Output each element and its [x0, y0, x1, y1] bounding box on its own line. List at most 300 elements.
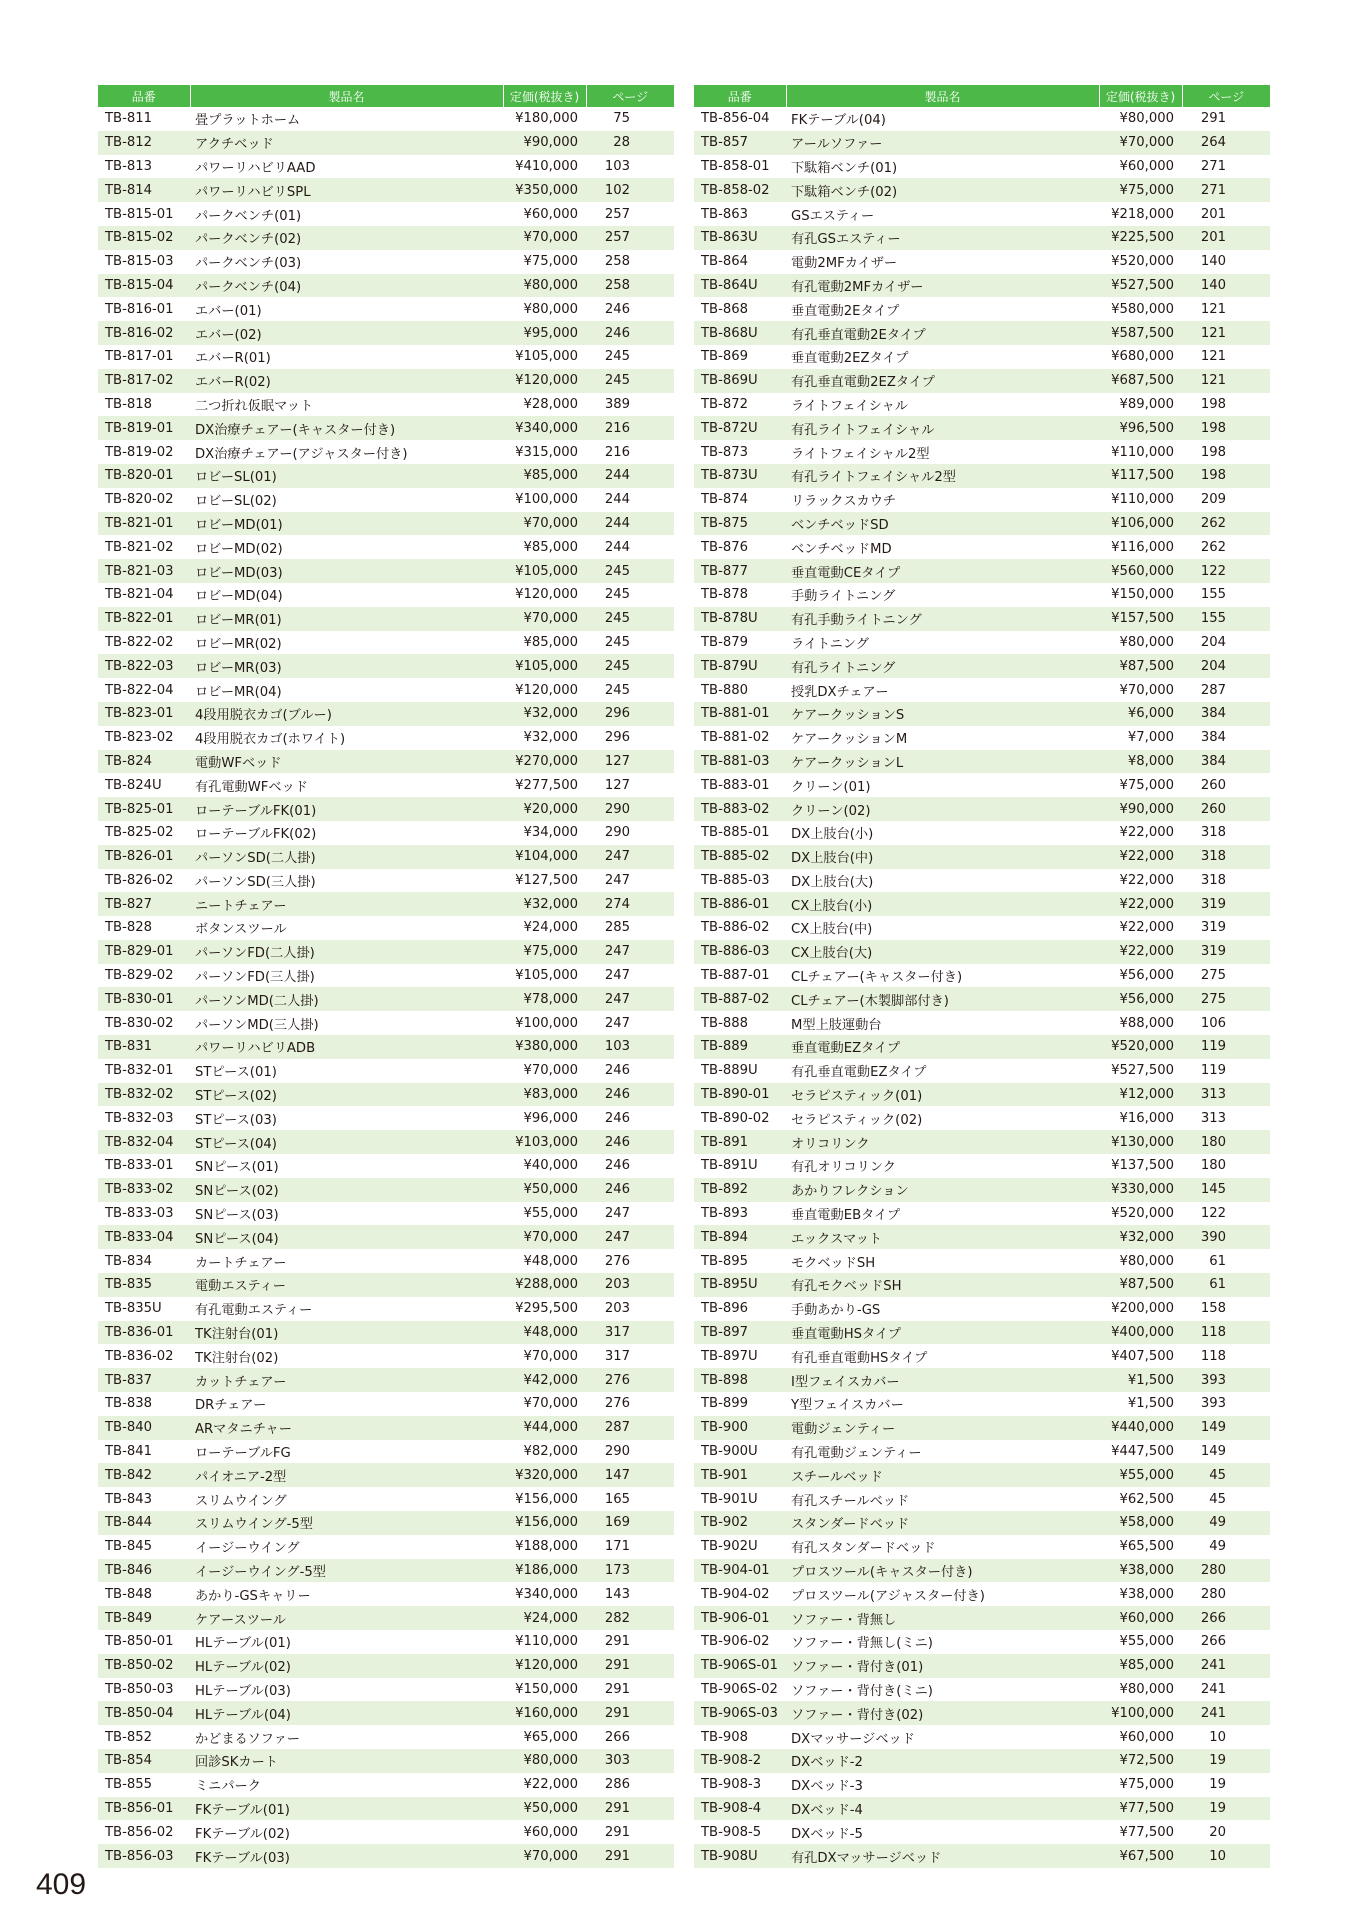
product-code: TB-852	[105, 1729, 153, 1745]
table-row	[694, 274, 1270, 298]
product-price: ¥24,000	[523, 920, 578, 936]
product-name: 有孔垂直電動HSタイプ	[791, 1350, 928, 1366]
product-name: パークベンチ(01)	[195, 208, 302, 224]
catalog-page: 28	[586, 131, 674, 155]
table-row	[98, 607, 674, 631]
product-price: ¥75,000	[1119, 777, 1174, 793]
product-price: ¥56,000	[1099, 987, 1182, 1011]
table-row	[694, 1344, 1270, 1368]
catalog-page: 291	[604, 1681, 630, 1697]
product-code: TB-815-03	[105, 254, 174, 270]
product-code: TB-901	[694, 1463, 786, 1487]
product-price: ¥527,500	[1111, 1063, 1174, 1079]
product-price: ¥106,000	[1099, 512, 1182, 536]
catalog-page: 180	[1182, 1130, 1270, 1154]
product-price: ¥130,000	[1099, 1130, 1182, 1154]
table-row	[98, 464, 674, 488]
product-name: スリムウイング	[195, 1493, 287, 1509]
product-code: TB-868	[701, 301, 749, 317]
table-row	[98, 1273, 674, 1297]
product-price: ¥295,500	[515, 1301, 578, 1317]
catalog-page: 118	[1182, 1321, 1270, 1345]
product-name: アールソファー	[786, 131, 1099, 155]
product-price: ¥22,000	[523, 1777, 578, 1793]
catalog-page: 143	[604, 1586, 630, 1602]
product-price: ¥89,000	[1119, 396, 1174, 412]
product-price: ¥80,000	[1119, 1253, 1174, 1269]
table-row	[694, 1154, 1270, 1178]
product-price: ¥180,000	[515, 111, 578, 127]
product-name: HLテーブル(01)	[195, 1636, 291, 1652]
product-code: TB-817-01	[105, 349, 174, 365]
product-price: ¥200,000	[1111, 1301, 1174, 1317]
product-price: ¥40,000	[523, 1158, 578, 1174]
product-code: TB-858-02	[694, 178, 786, 202]
table-row	[98, 202, 674, 226]
table-row	[694, 916, 1270, 940]
table-row	[694, 1059, 1270, 1083]
product-name: 有孔ライトニング	[786, 654, 1099, 678]
table-row	[98, 250, 674, 274]
product-code: TB-832-01	[105, 1063, 174, 1079]
product-name: ボタンスツール	[195, 922, 287, 938]
product-price: ¥96,000	[523, 1110, 578, 1126]
product-name: CX上肢台(中)	[791, 922, 873, 938]
catalog-page: 245	[604, 349, 630, 365]
table-row	[694, 631, 1270, 655]
product-name: ローテーブルFK(02)	[195, 827, 317, 843]
table-row	[98, 274, 674, 298]
product-price: ¥70,000	[503, 607, 586, 631]
table-row	[98, 1106, 674, 1130]
product-price: ¥103,000	[503, 1130, 586, 1154]
product-name: 電動2MFカイザー	[791, 256, 898, 272]
table-row	[694, 107, 1270, 131]
table-row	[98, 297, 674, 321]
product-code: TB-896	[701, 1301, 749, 1317]
product-name: ケアースツール	[190, 1606, 503, 1630]
product-code: TB-822-02	[105, 634, 174, 650]
product-name: M型上肢運動台	[791, 1017, 882, 1033]
product-price: ¥80,000	[503, 274, 586, 298]
product-name: DXベッド-4	[786, 1797, 1099, 1821]
catalog-page: 318	[1200, 825, 1226, 841]
product-code: TB-898	[694, 1368, 786, 1392]
product-name: STピース(04)	[190, 1130, 503, 1154]
table-row	[694, 1463, 1270, 1487]
table-row	[694, 821, 1270, 845]
catalog-page: 291	[586, 1701, 674, 1725]
price-table-right	[694, 85, 1270, 1868]
product-name: ベンチベッドMD	[791, 541, 892, 557]
catalog-page: 127	[604, 777, 630, 793]
product-price: ¥60,000	[1099, 1606, 1182, 1630]
product-price: ¥90,000	[1099, 797, 1182, 821]
product-code: TB-876	[701, 539, 749, 555]
table-row	[694, 416, 1270, 440]
product-name: カットチェアー	[190, 1368, 503, 1392]
product-price: ¥80,000	[523, 301, 578, 317]
table-row	[98, 1225, 674, 1249]
product-code: TB-843	[105, 1491, 153, 1507]
product-price: ¥22,000	[1119, 872, 1174, 888]
product-code: TB-887-01	[701, 968, 770, 984]
product-name: 垂直電動2Eタイプ	[791, 303, 900, 319]
table-row	[98, 1463, 674, 1487]
catalog-page: 290	[586, 797, 674, 821]
table-row	[694, 797, 1270, 821]
product-name: 手動ライトニング	[791, 589, 896, 605]
product-price: ¥160,000	[503, 1701, 586, 1725]
table-row	[98, 1344, 674, 1368]
product-name: プロスツール(アジャスター付き)	[791, 1588, 985, 1604]
product-code: TB-906S-01	[694, 1654, 786, 1678]
table-row	[694, 131, 1270, 155]
product-name: パイオニア-2型	[190, 1463, 503, 1487]
catalog-page: 260	[1182, 797, 1270, 821]
product-code: TB-849	[98, 1606, 190, 1630]
catalog-page: 296	[586, 702, 674, 726]
product-code: TB-890-02	[701, 1110, 770, 1126]
catalog-page: 198	[1200, 444, 1226, 460]
table-row	[98, 1178, 674, 1202]
product-name: リラックスカウチ	[791, 494, 897, 510]
product-name: SNピース(01)	[195, 1160, 279, 1176]
product-name: パーソンFD(二人掛)	[190, 940, 503, 964]
catalog-page: 266	[1182, 1606, 1270, 1630]
catalog-page: 121	[1200, 301, 1226, 317]
table-row	[694, 702, 1270, 726]
product-code: TB-850-01	[105, 1634, 174, 1650]
product-name: カートチェアー	[195, 1255, 287, 1271]
product-price: ¥80,000	[1119, 1681, 1174, 1697]
table-row	[694, 297, 1270, 321]
table-row	[98, 155, 674, 179]
product-price: ¥65,500	[1119, 1539, 1174, 1555]
catalog-page: 246	[604, 1063, 630, 1079]
product-code: TB-906-02	[701, 1634, 770, 1650]
product-price: ¥105,000	[515, 968, 578, 984]
table-row	[98, 1202, 674, 1226]
catalog-page: 127	[586, 750, 674, 774]
table-row	[694, 1582, 1270, 1606]
product-price: ¥78,000	[503, 987, 586, 1011]
catalog-page: 149	[1182, 1416, 1270, 1440]
product-code: TB-825-02	[105, 825, 174, 841]
product-price: ¥70,000	[503, 1844, 586, 1868]
product-price: ¥58,000	[1099, 1511, 1182, 1535]
table-row	[694, 226, 1270, 250]
table-row	[694, 1106, 1270, 1130]
product-code: TB-848	[105, 1586, 153, 1602]
catalog-page: 19	[1182, 1797, 1270, 1821]
product-name: I型フェイスカバー	[786, 1368, 1099, 1392]
catalog-page: 10	[1182, 1844, 1270, 1868]
product-price: ¥60,000	[1119, 1729, 1174, 1745]
catalog-page: 291	[1200, 111, 1226, 127]
product-name: あかり-GSキャリー	[195, 1588, 311, 1604]
product-code: TB-816-01	[105, 301, 174, 317]
product-price: ¥270,000	[503, 750, 586, 774]
table-row	[98, 226, 674, 250]
product-name: ケアークッションM	[791, 732, 908, 748]
table-row	[694, 250, 1270, 274]
product-name: ローテーブルFK(01)	[190, 797, 503, 821]
product-name: 垂直電動EBタイプ	[791, 1208, 901, 1224]
product-name: Y型フェイスカバー	[791, 1398, 904, 1414]
catalog-page: 140	[1182, 274, 1270, 298]
table-row	[694, 1083, 1270, 1107]
product-price: ¥120,000	[515, 682, 578, 698]
product-code: TB-841	[105, 1444, 153, 1460]
product-price: ¥156,000	[503, 1511, 586, 1535]
catalog-page: 102	[586, 178, 674, 202]
catalog-page: 19	[1182, 1749, 1270, 1773]
catalog-page: 275	[1200, 968, 1226, 984]
product-code: TB-906S-02	[701, 1681, 778, 1697]
product-price: ¥70,000	[523, 1348, 578, 1364]
catalog-page: 241	[1182, 1701, 1270, 1725]
product-price: ¥157,500	[1099, 607, 1182, 631]
table-row	[98, 1820, 674, 1844]
product-code: TB-836-02	[105, 1348, 174, 1364]
product-code: TB-832-03	[105, 1110, 174, 1126]
product-price: ¥70,000	[503, 226, 586, 250]
product-code: TB-831	[98, 1035, 190, 1059]
table-row	[694, 155, 1270, 179]
product-name: DX治療チェアー(アジャスター付き)	[195, 446, 408, 462]
table-row	[694, 940, 1270, 964]
product-code: TB-821-03	[98, 559, 190, 583]
table-row	[694, 1678, 1270, 1702]
product-price: ¥520,000	[1099, 1035, 1182, 1059]
catalog-page: 198	[1182, 416, 1270, 440]
catalog-page: 198	[1200, 396, 1226, 412]
catalog-page: 245	[586, 559, 674, 583]
product-code: TB-908-5	[701, 1824, 762, 1840]
table-row	[694, 1202, 1270, 1226]
catalog-page: 247	[586, 940, 674, 964]
product-price: ¥70,000	[503, 1225, 586, 1249]
product-price: ¥680,000	[1111, 349, 1174, 365]
catalog-page: 318	[1200, 872, 1226, 888]
product-price: ¥70,000	[1119, 682, 1174, 698]
product-name: STピース(03)	[195, 1112, 277, 1128]
product-price: ¥87,500	[1099, 654, 1182, 678]
product-code: TB-906S-03	[694, 1701, 786, 1725]
product-name: 有孔GSエスティー	[786, 226, 1099, 250]
product-price: ¥110,000	[515, 1634, 578, 1650]
product-code: TB-838	[105, 1396, 153, 1412]
table-row	[98, 1297, 674, 1321]
header-name: 製品名	[190, 85, 503, 107]
table-row	[98, 631, 674, 655]
catalog-page: 165	[604, 1491, 630, 1507]
product-price: ¥520,000	[1111, 254, 1174, 270]
catalog-page: 204	[1182, 654, 1270, 678]
table-row	[694, 1440, 1270, 1464]
catalog-page: 247	[604, 1015, 630, 1031]
catalog-page: 204	[1200, 634, 1226, 650]
product-code: TB-891U	[701, 1158, 758, 1174]
catalog-page: 75	[613, 111, 630, 127]
product-code: TB-873U	[694, 464, 786, 488]
product-name: 有孔垂直電動2EZタイプ	[786, 369, 1099, 393]
product-name: 有孔電動WFベッド	[195, 779, 308, 795]
product-name: スリムウイング-5型	[190, 1511, 503, 1535]
product-code: TB-842	[98, 1463, 190, 1487]
catalog-page: 103	[586, 1035, 674, 1059]
product-price: ¥38,000	[1099, 1559, 1182, 1583]
product-price: ¥320,000	[503, 1463, 586, 1487]
product-name: CX上肢台(小)	[786, 892, 1099, 916]
product-name: STピース(02)	[190, 1083, 503, 1107]
catalog-page: 203	[604, 1301, 630, 1317]
product-price: ¥340,000	[503, 416, 586, 440]
product-price: ¥75,000	[503, 940, 586, 964]
product-name: エバーR(01)	[195, 351, 271, 367]
product-price: ¥150,000	[515, 1681, 578, 1697]
product-name: DRチェアー	[195, 1398, 267, 1414]
product-code: TB-822-03	[98, 654, 190, 678]
product-name: TK注射台(02)	[195, 1350, 279, 1366]
table-row	[694, 464, 1270, 488]
product-code: TB-872U	[694, 416, 786, 440]
product-price: ¥117,500	[1099, 464, 1182, 488]
product-price: ¥105,000	[503, 559, 586, 583]
product-name: TK注射台(01)	[190, 1321, 503, 1345]
product-code: TB-812	[98, 131, 190, 155]
product-name: 有孔スタンダードベッド	[791, 1541, 936, 1557]
product-code: TB-856-01	[98, 1797, 190, 1821]
product-name: DX治療チェアー(キャスター付き)	[190, 416, 503, 440]
product-code: TB-822-04	[105, 682, 174, 698]
product-code: TB-824	[98, 750, 190, 774]
table-row	[694, 1820, 1270, 1844]
product-code: TB-873	[701, 444, 749, 460]
catalog-page: 241	[1182, 1654, 1270, 1678]
table-row	[98, 1321, 674, 1345]
product-price: ¥55,000	[523, 1206, 578, 1222]
table-row	[98, 1701, 674, 1725]
catalog-page: 245	[604, 587, 630, 603]
product-name: 有孔ライトフェイシャル	[786, 416, 1099, 440]
catalog-page: 246	[586, 1178, 674, 1202]
catalog-page: 246	[586, 1130, 674, 1154]
catalog-page: 121	[1182, 321, 1270, 345]
product-name: SNピース(04)	[190, 1225, 503, 1249]
product-code: TB-827	[98, 892, 190, 916]
product-code: TB-815-02	[98, 226, 190, 250]
product-name: DXマッサージベッド	[791, 1731, 915, 1747]
table-row	[694, 369, 1270, 393]
catalog-page: 291	[604, 1634, 630, 1650]
product-code: TB-900U	[701, 1444, 758, 1460]
product-code: TB-813	[105, 158, 153, 174]
product-code: TB-819-01	[98, 416, 190, 440]
product-name: 有孔オリコリンク	[791, 1160, 896, 1176]
catalog-page: 216	[586, 416, 674, 440]
table-row	[694, 1749, 1270, 1773]
table-row	[98, 535, 674, 559]
product-price: ¥32,000	[503, 702, 586, 726]
product-code: TB-830-02	[105, 1015, 174, 1031]
table-row	[98, 1654, 674, 1678]
product-code: TB-894	[694, 1225, 786, 1249]
product-name: ケアークッションS	[786, 702, 1099, 726]
catalog-page: 241	[1200, 1681, 1226, 1697]
product-code: TB-833-01	[105, 1158, 174, 1174]
catalog-page: 201	[1200, 206, 1226, 222]
product-name: ミニパーク	[195, 1779, 261, 1795]
product-name: スタンダードベッド	[786, 1511, 1099, 1535]
product-code: TB-833-03	[105, 1206, 174, 1222]
product-price: ¥156,000	[515, 1491, 578, 1507]
product-price: ¥85,000	[503, 464, 586, 488]
product-code: TB-858-01	[701, 158, 770, 174]
catalog-page: 45	[1209, 1491, 1226, 1507]
product-price: ¥7,000	[1127, 730, 1174, 746]
product-name: 有孔モクベッドSH	[786, 1273, 1099, 1297]
catalog-page: 282	[586, 1606, 674, 1630]
product-name: DXベッド-3	[791, 1779, 863, 1795]
catalog-page: 145	[1182, 1178, 1270, 1202]
catalog-page: 155	[1182, 607, 1270, 631]
catalog-page: 244	[586, 464, 674, 488]
table-row	[694, 964, 1270, 988]
product-code: TB-878U	[694, 607, 786, 631]
product-name: 電動ジェンティー	[786, 1416, 1099, 1440]
product-code: TB-833-04	[98, 1225, 190, 1249]
table-row	[694, 1368, 1270, 1392]
product-price: ¥105,000	[515, 349, 578, 365]
table-row	[694, 678, 1270, 702]
product-code: TB-908	[701, 1729, 749, 1745]
catalog-page: 245	[604, 634, 630, 650]
product-price: ¥225,500	[1099, 226, 1182, 250]
product-name: ニートチェアー	[190, 892, 503, 916]
catalog-page: 246	[604, 1110, 630, 1126]
product-price: ¥22,000	[1099, 940, 1182, 964]
catalog-page: 296	[604, 730, 630, 746]
product-code: TB-846	[98, 1559, 190, 1583]
product-name: ソファー・背付き(02)	[786, 1701, 1099, 1725]
product-name: パワーリハビリADB	[190, 1035, 503, 1059]
product-price: ¥188,000	[515, 1539, 578, 1555]
catalog-page: 291	[586, 1844, 674, 1868]
product-name: 畳プラットホーム	[195, 113, 301, 129]
catalog-page: 276	[586, 1368, 674, 1392]
product-name: 有孔電動エスティー	[195, 1303, 313, 1319]
product-code: TB-817-02	[98, 369, 190, 393]
catalog-page: 247	[586, 845, 674, 869]
product-price: ¥70,000	[523, 1063, 578, 1079]
product-code: TB-844	[98, 1511, 190, 1535]
product-price: ¥218,000	[1111, 206, 1174, 222]
product-name: 有孔DXマッサージベッド	[786, 1844, 1099, 1868]
product-code: TB-869	[701, 349, 749, 365]
product-name: 4段用脱衣カゴ(ブルー)	[190, 702, 503, 726]
product-price: ¥400,000	[1099, 1321, 1182, 1345]
product-price: ¥88,000	[1119, 1015, 1174, 1031]
product-price: ¥520,000	[1111, 1206, 1174, 1222]
product-code: TB-825-01	[98, 797, 190, 821]
product-code: TB-840	[98, 1416, 190, 1440]
product-code: TB-881-03	[694, 750, 786, 774]
table-row	[694, 750, 1270, 774]
catalog-page: 247	[604, 968, 630, 984]
table-row	[694, 488, 1270, 512]
